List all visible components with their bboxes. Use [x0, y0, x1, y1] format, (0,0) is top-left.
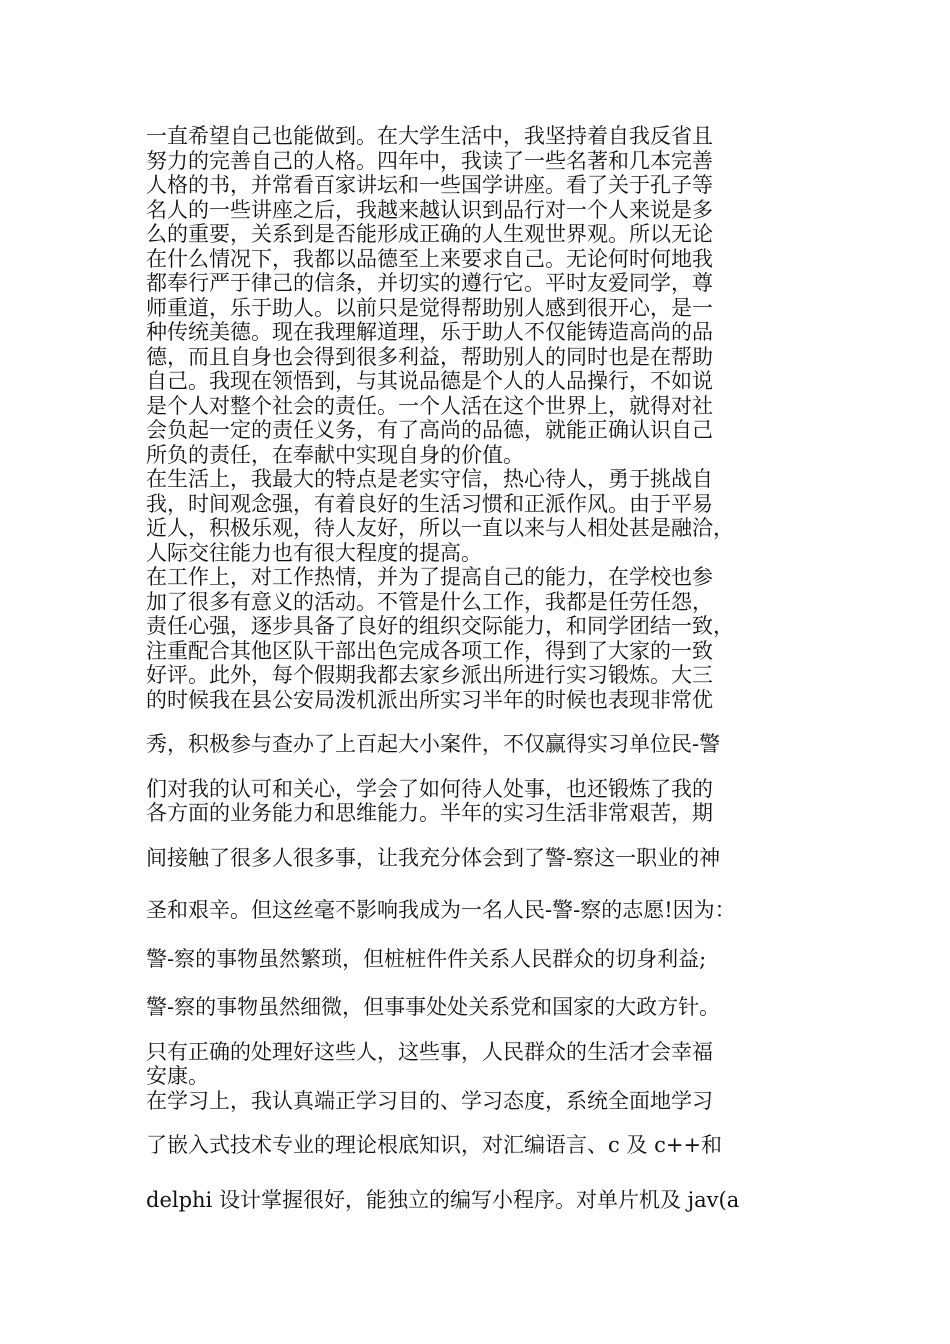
text-line: 所负的责任，在奉献中实现自身的价值。: [146, 442, 524, 467]
text-line: 近人，积极乐观，待人友好，所以一直以来与人相处甚是融洽，: [146, 516, 734, 540]
text-line: 会负起一定的责任义务，有了高尚的品德，就能正确认识自己: [146, 418, 713, 442]
text-line: 在什么情况下，我都以品德至上来要求自己。无论何时何地我: [146, 246, 713, 271]
text-line: 们对我的认可和关心，学会了如何待人处事，也还锻炼了我的: [146, 776, 713, 801]
text-line: 在学习上，我认真端正学习目的、学习态度，系统全面地学习: [146, 1088, 713, 1113]
text-line: 注重配合其他区队干部出色完成各项工作，得到了大家的一致: [146, 638, 713, 663]
text-line: 圣和艰辛。但这丝毫不影响我成为一名人民-警-察的志愿!因为：: [146, 898, 736, 922]
text-line: 努力的完善自己的人格。四年中，我读了一些名著和几本完善: [146, 148, 713, 173]
text-line: 德，而且自身也会得到很多利益，帮助别人的同时也是在帮助: [146, 344, 713, 369]
text-line: 加了很多有意义的活动。不管是什么工作，我都是任劳任怨，: [146, 589, 713, 614]
text-line: 安康。: [146, 1064, 209, 1088]
text-line: 各方面的业务能力和思维能力。半年的实习生活非常艰苦，期: [146, 801, 713, 825]
text-line: 名人的一些讲座之后，我越来越认识到品行对一个人来说是多: [146, 197, 713, 222]
text-line: 一直希望自己也能做到。在大学生活中，我坚持着自我反省且: [146, 124, 713, 148]
text-line: 好评。此外，每个假期我都去家乡派出所进行实习锻炼。大三: [146, 663, 713, 687]
text-line: 了嵌入式技术专业的理论根底知识，对汇编语言、c 及 c++和: [146, 1133, 723, 1157]
text-line: 是个人对整个社会的责任。一个人活在这个世界上，就得对社: [146, 393, 713, 418]
text-line: 人际交往能力也有很大程度的提高。: [146, 540, 482, 565]
text-line: 责任心强，逐步具备了良好的组织交际能力，和同学团结一致，: [146, 614, 734, 638]
text-line: 都奉行严于律己的信条，并切实的遵行它。平时友爱同学，尊: [146, 271, 713, 295]
text-line: 师重道，乐于助人。以前只是觉得帮助别人感到很开心，是一: [146, 295, 713, 320]
text-line: 在工作上，对工作热情，并为了提高自己的能力，在学校也参: [146, 565, 713, 589]
text-line: 在生活上，我最大的特点是老实守信，热心待人，勇于挑战自: [146, 467, 713, 491]
text-line: 我，时间观念强，有着良好的生活习惯和正派作风。由于平易: [146, 491, 713, 516]
text-line: 秀，积极参与查办了上百起大小案件，不仅赢得实习单位民-警: [146, 732, 721, 756]
text-line: 人格的书，并常看百家讲坛和一些国学讲座。看了关于孔子等: [146, 173, 713, 197]
text-line: 种传统美德。现在我理解道理，乐于助人不仅能铸造高尚的品: [146, 320, 713, 344]
text-line: 么的重要，关系到是否能形成正确的人生观世界观。所以无论: [146, 222, 713, 246]
text-line: 只有正确的处理好这些人，这些事，人民群众的生活才会幸福: [146, 1039, 713, 1064]
text-line: 警-察的事物虽然繁琐，但桩桩件件关系人民群众的切身利益;: [146, 946, 707, 971]
text-line: delphi 设计掌握很好，能独立的编写小程序。对单片机及 jav(a: [146, 1187, 740, 1212]
text-line: 自己。我现在领悟到，与其说品德是个人的人品操行，不如说: [146, 369, 713, 393]
text-line: 警-察的事物虽然细微，但事事处处关系党和国家的大政方针。: [146, 995, 721, 1019]
text-line: 间接触了很多人很多事，让我充分体会到了警-察这一职业的神: [146, 845, 721, 870]
body-text: [146, 124, 826, 1212]
text-line: 的时候我在县公安局泼机派出所实习半年的时候也表现非常优: [146, 687, 713, 712]
